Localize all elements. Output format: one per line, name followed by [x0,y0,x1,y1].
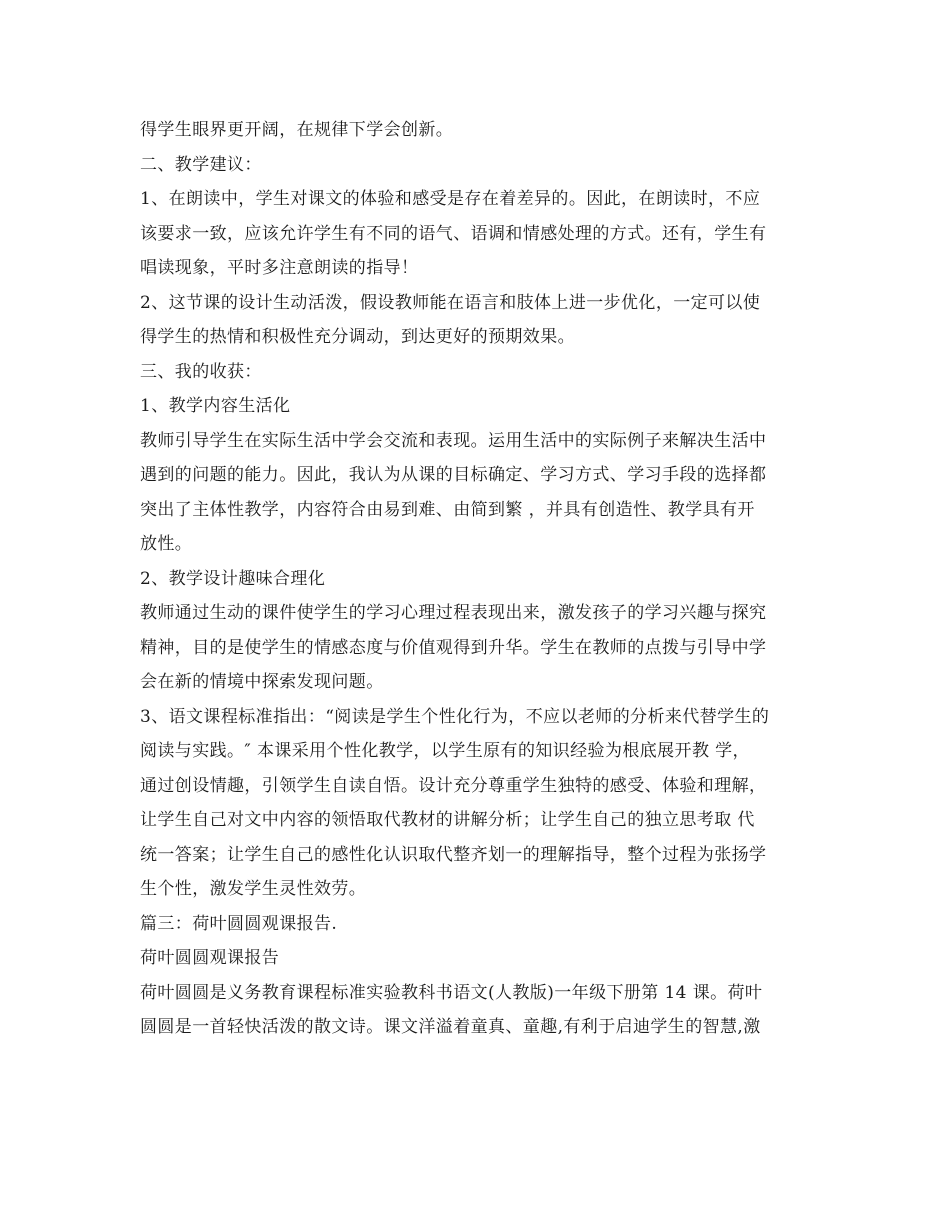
text-line: 得学生的热情和积极性充分调动，到达更好的预期效果。 [140,327,575,347]
text-line: 教师通过生动的课件使学生的学习心理过程表现出来，激发孩子的学习兴趣与探究 [140,603,767,623]
section-heading: 二、教学建议： [140,154,262,175]
text-line: 3、语文课程标准指出：“阅读是学生个性化行为，不应以老师的分析来代替学生的 [140,706,770,727]
text-line: 阅读与实践。″ 本课采用个性化教学，以学生原有的知识经验为根底展开教 学， [140,741,750,761]
text-line: 生个性，激发学生灵性效劳。 [140,879,367,899]
text-line: 荷叶圆圆是义务教育课程标准实验教科书语文(人教版)一年级下册第 14 课。荷叶 [140,982,763,1003]
text-line: 会在新的情境中探索发现问题。 [140,672,384,692]
text-line: 突出了主体性教学，内容符合由易到难、由简到繁 ，并具有创造性、教学具有开 [140,499,755,520]
document-body [140,113,820,1045]
section-heading: 三、我的收获： [140,361,262,382]
text-line: 教师引导学生在实际生活中学会交流和表现。运用生活中的实际例子来解决生活中 [140,430,767,451]
text-line: 统一答案；让学生自己的感性化认识取代整齐划一的理解指导，整个过程为张扬学 [140,844,767,865]
text-line: 让学生自己对文中内容的领悟取代教材的讲解分析；让学生自己的独立思考取 代 [140,810,755,830]
text-line: 得学生眼界更开阔，在规律下学会创新。 [140,120,454,140]
text-line: 2、这节课的设计生动活泼，假设教师能在语言和肢体上进一步优化，一定可以使 [140,292,761,313]
text-line: 唱读现象，平时多注意朗读的指导！ [140,258,419,278]
subheading: 1、教学内容生活化 [140,396,291,416]
text-line: 遇到的问题的能力。因此，我认为从课的目标确定、学习方式、学习手段的选择都 [140,465,767,485]
text-line: 精神，目的是使学生的情感态度与价值观得到升华。学生在教师的点拨与引导中学 [140,637,767,658]
article-heading: 篇三：荷叶圆圆观课报告. [140,913,338,934]
text-line: 该要求一致，应该允许学生有不同的语气、语调和情感处理的方式。还有，学生有 [140,223,767,244]
article-title: 荷叶圆圆观课报告 [140,948,280,968]
subheading: 2、教学设计趣味合理化 [140,568,326,589]
text-line: 放性。 [140,534,193,554]
text-line: 圆圆是一首轻快活泼的散文诗。课文洋溢着童真、童趣,有利于启迪学生的智慧,激 [140,1017,761,1037]
text-line: 通过创设情趣，引领学生自读自悟。设计充分尊重学生独特的感受、体验和理解， [140,775,767,796]
text-line: 1、在朗读中，学生对课文的体验和感受是存在着差异的。因此，在朗读时，不应 [140,189,761,209]
